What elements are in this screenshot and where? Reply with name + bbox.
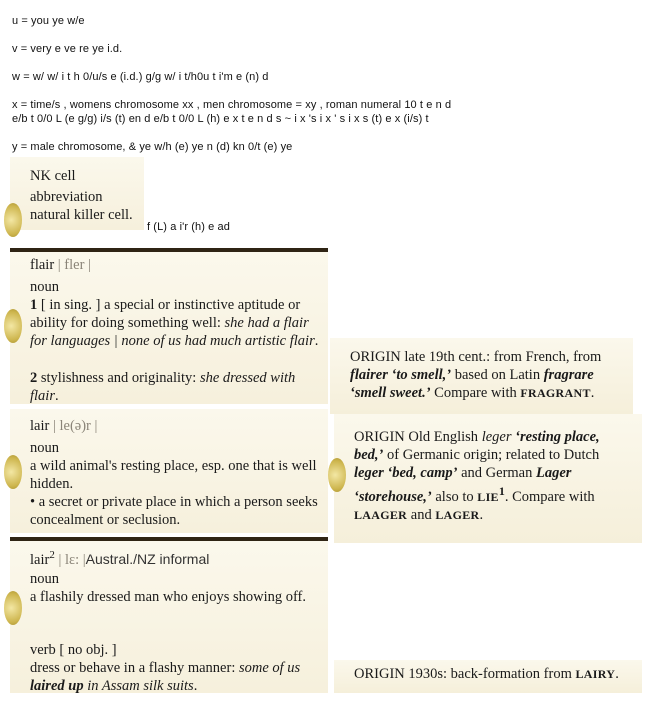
- coin-icon: [328, 458, 346, 492]
- origin-gloss: ‘storehouse,’: [354, 488, 432, 505]
- lair-origin: [334, 414, 642, 543]
- lair2-definition-text: dress or behave in a flashy manner:: [30, 660, 236, 676]
- cross-reference-link[interactable]: FRAGRANT: [520, 386, 591, 400]
- lair2-origin: [334, 660, 642, 693]
- lair-headword: lair: [30, 418, 50, 434]
- cross-reference-link[interactable]: LIE: [477, 489, 499, 504]
- origin-gloss: ‘smell sweet.’: [350, 385, 431, 401]
- note-flair: f (L) a i'r (h) e ad: [147, 221, 230, 233]
- lair-definition-2: • a secret or private place in which a person seeks concealment or seclusion.: [30, 494, 318, 528]
- nk-headword: NK cell: [30, 168, 76, 184]
- flair-sense-1-grammar: [ in sing. ]: [40, 297, 101, 313]
- origin-text: .: [615, 666, 619, 682]
- origin-text: also to: [435, 488, 474, 505]
- nk-definition: natural killer cell.: [30, 207, 133, 223]
- flair-sense-2-definition: stylishness and originality:: [40, 370, 197, 386]
- origin-text: late 19th cent.: from French, from: [404, 349, 602, 365]
- lair2-definition-2: dress or behave in a flashy manner: some of us laired up in Assam silk suits.: [30, 660, 301, 694]
- origin-text: of Germanic origin; related to Dutch: [387, 447, 600, 463]
- cross-reference-link[interactable]: LAAGER: [354, 507, 408, 522]
- flair-sense-1-number: 1: [30, 297, 38, 313]
- note-x-line2: e/b t 0/0 L (e g/g) i/s (t) en d e/b t 0/0 L (h) e x t e n d s ~ i x 's i x ' s i x s (t) e x (i/s) t: [12, 113, 429, 125]
- flair-sense-1-definition: a special or instinctive aptitude or ability for doing something well:: [30, 297, 301, 331]
- note-v: v = very e ve re ye i.d.: [12, 43, 123, 55]
- origin-text: and: [410, 506, 432, 523]
- flair-sense-1: 1 [ in sing. ] a special or instinctive aptitude or ability for doing something well: she had a flair for languages | none of us had much artistic flair.: [30, 297, 319, 349]
- origin-text: .: [590, 385, 595, 401]
- nk-cell-card: [10, 157, 144, 230]
- note-x-line1: x = time/s , womens chromosome xx , men chromosome = xy , roman numeral 10 t e n d: [12, 99, 452, 111]
- lair2-card: [10, 537, 328, 693]
- flair-pronunciation: | fler |: [57, 257, 91, 273]
- lair2-usage-label: Austral./NZ informal: [85, 550, 210, 567]
- flair-headword: flair: [30, 257, 55, 273]
- lair2-pos-verb: verb: [30, 642, 56, 658]
- origin-word: flairer: [350, 367, 388, 383]
- cross-reference-link[interactable]: LAGER: [435, 507, 480, 522]
- note-y: y = male chromosome, & ye w/h (e) ye n (d) kn 0/t (e) ye: [12, 141, 293, 153]
- lair2-grammar: [ no obj. ]: [59, 642, 117, 658]
- origin-text: Old English: [408, 429, 479, 445]
- lair2-homograph-number: 2: [49, 549, 55, 561]
- coin-icon: [4, 591, 22, 625]
- origin-text: .: [479, 506, 484, 523]
- origin-word: Lager: [536, 465, 572, 481]
- origin-text: Compare with: [434, 385, 517, 401]
- lair2-definition-1: a flashily dressed man who enjoys showing off.: [30, 589, 306, 605]
- coin-icon: [4, 309, 22, 343]
- flair-origin: [330, 338, 633, 414]
- lair2-pos-noun: noun: [30, 571, 59, 587]
- note-w: w = w/ w/ i t h 0/u/s e (i.d.) g/g w/ i t/h0u t i'm e (n) d: [12, 71, 269, 83]
- lair2-example: in Assam silk suits: [87, 678, 194, 694]
- lair2-example-keyword: laired up: [30, 678, 84, 694]
- flair-sense-2-example: she dressed with flair: [30, 370, 296, 404]
- origin-text: based on Latin: [454, 367, 541, 383]
- note-u: u = you ye w/e: [12, 15, 85, 27]
- homograph-number: 1: [498, 484, 505, 498]
- origin-label: ORIGIN: [354, 666, 405, 682]
- origin-gloss: ‘resting place, bed,’: [354, 429, 600, 463]
- flair-sense-2: 2 stylishness and originality: she dressed with flair.: [30, 370, 296, 404]
- lair2-verb-line: [30, 641, 117, 659]
- lair2-example: some of us: [238, 660, 301, 676]
- origin-text: and German: [461, 465, 533, 481]
- origin-word: leger: [481, 429, 512, 445]
- lair-pos: noun: [30, 440, 59, 456]
- lair2-pronunciation: | lɛ: |: [58, 551, 86, 568]
- origin-word: fragrare: [543, 367, 594, 383]
- cross-reference-link[interactable]: LAIRY: [575, 667, 616, 681]
- lair2-headword: lair: [30, 551, 50, 568]
- coin-icon: [4, 455, 22, 489]
- lair-definition-1: a wild animal's resting place, esp. one that is well hidden.: [30, 458, 317, 492]
- nk-pos: abbreviation: [30, 189, 103, 205]
- lair-pronunciation: | le(ə)r |: [52, 418, 98, 434]
- origin-text: 1930s: back-formation from: [408, 666, 572, 682]
- origin-gloss: ‘bed, camp’: [387, 465, 458, 481]
- origin-gloss: ‘to smell,’: [391, 367, 452, 383]
- flair-card: [10, 248, 328, 404]
- flair-pos: noun: [30, 279, 59, 295]
- origin-label: ORIGIN: [354, 429, 405, 445]
- coin-icon: [4, 203, 22, 237]
- origin-word: leger: [354, 465, 384, 481]
- origin-label: ORIGIN: [350, 349, 401, 365]
- lair-card: [10, 409, 328, 533]
- flair-sense-2-number: 2: [30, 370, 38, 386]
- origin-text: . Compare with: [504, 488, 595, 505]
- flair-sense-1-example: she had a flair for languages | none of us had much artistic flair: [30, 315, 315, 349]
